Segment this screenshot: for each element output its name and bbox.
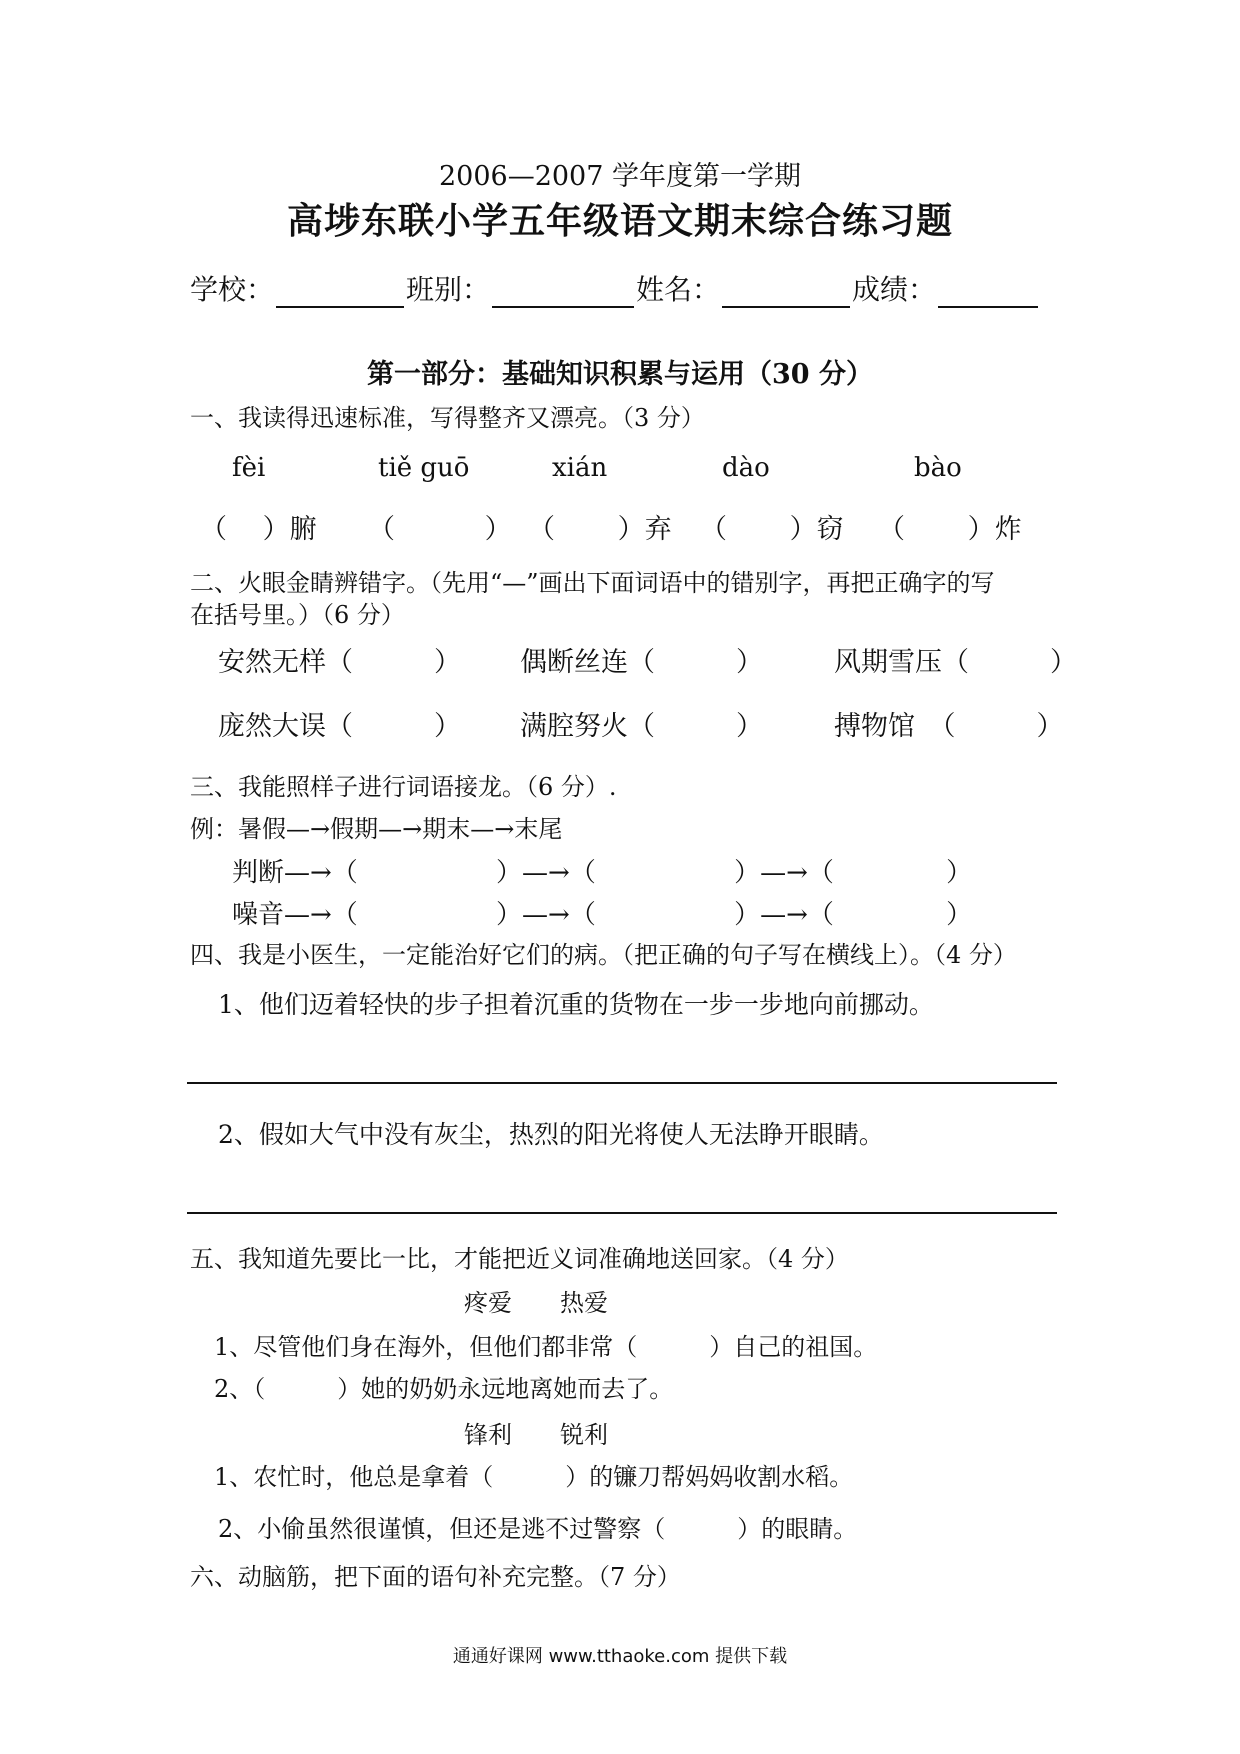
name-blank[interactable]: [722, 276, 850, 308]
pinyin-5: bào: [914, 453, 962, 483]
q2-title-line2: 在括号里。）（6 分）: [190, 601, 405, 629]
q4-answer-line-1[interactable]: [187, 1082, 1057, 1084]
q2-item-3[interactable]: 风期雪压（ ）: [834, 647, 1077, 678]
q6-title: 六、动脑筋，把下面的语句补充完整。（7 分）: [190, 1563, 681, 1591]
q5-group1-words: 疼爱 热爱: [464, 1289, 608, 1317]
class-label: 班别：: [406, 273, 491, 306]
pinyin-3: xián: [552, 453, 608, 483]
pinyin-1: fèi: [232, 453, 266, 483]
school-blank[interactable]: [276, 276, 404, 308]
pinyin-2: tiě guō: [378, 453, 470, 483]
q1-bracket-2[interactable]: （ ）: [368, 514, 512, 545]
q4-title: 四、我是小医生，一定能治好它们的病。（把正确的句子写在横线上）。（4 分）: [190, 941, 1017, 969]
q2-item-6[interactable]: 搏物馆 （ ）: [834, 711, 1064, 742]
q4-sentence-1: 1、他们迈着轻快的步子担着沉重的货物在一步一步地向前挪动。: [218, 990, 934, 1019]
q3-title: 三、我能照样子进行词语接龙。（6 分）.: [190, 773, 617, 801]
score-blank[interactable]: [938, 276, 1038, 308]
school-label: 学校：: [190, 273, 275, 306]
score-label: 成绩：: [852, 273, 937, 306]
q5-group2-words: 锋利 锐利: [464, 1421, 608, 1449]
part1-heading: 第一部分：基础知识积累与运用（30 分）: [367, 359, 873, 390]
q2-item-2[interactable]: 偶断丝连（ ）: [520, 647, 763, 678]
q2-item-5[interactable]: 满腔努火（ ）: [520, 711, 763, 742]
info-row: [190, 272, 1040, 308]
q1-title: 一、我读得迅速标准，写得整齐又漂亮。（3 分）: [190, 404, 705, 432]
q4-sentence-2: 2、假如大气中没有灰尘，热烈的阳光将使人无法睁开眼睛。: [218, 1120, 884, 1149]
q2-item-1[interactable]: 安然无样（ ）: [218, 647, 461, 678]
exam-title: 高埗东联小学五年级语文期末综合练习题: [286, 200, 953, 242]
pinyin-4: dào: [722, 453, 770, 483]
q5-group1-item-1[interactable]: 1、尽管他们身在海外，但他们都非常（ ）自己的祖国。: [214, 1333, 878, 1361]
q1-bracket-3[interactable]: （ ）弃: [528, 514, 672, 545]
q3-chain-row-1[interactable]: 判断—→（ ）—→（ ）—→（ ）: [232, 858, 973, 888]
q1-bracket-4[interactable]: （ ）窃: [700, 514, 844, 545]
class-blank[interactable]: [492, 276, 634, 308]
q3-example: 例：暑假—→假期—→期末—→末尾: [190, 815, 563, 843]
name-label: 姓名：: [636, 273, 721, 306]
q5-group1-item-2[interactable]: 2、（ ）她的奶奶永远地离她而去了。: [214, 1375, 674, 1403]
q2-item-4[interactable]: 庞然大误（ ）: [218, 711, 461, 742]
q1-bracket-5[interactable]: （ ）炸: [878, 514, 1022, 545]
q1-bracket-1[interactable]: （ ）腑: [200, 514, 317, 545]
year-line: 2006—2007 学年度第一学期: [438, 161, 801, 192]
q2-title-line1: 二、火眼金睛辨错字。（先用“—”画出下面词语中的错别字，再把正确字的写: [190, 569, 995, 597]
footer-source: 通通好课网 www.tthaoke.com 提供下载: [452, 1646, 788, 1667]
q5-group2-item-1[interactable]: 1、农忙时，他总是拿着（ ）的镰刀帮妈妈收割水稻。: [214, 1463, 854, 1491]
q3-chain-row-2[interactable]: 噪音—→（ ）—→（ ）—→（ ）: [232, 900, 973, 930]
q4-answer-line-2[interactable]: [187, 1212, 1057, 1214]
q5-title: 五、我知道先要比一比，才能把近义词准确地送回家。（4 分）: [190, 1245, 849, 1273]
q5-group2-item-2[interactable]: 2、小偷虽然很谨慎，但还是逃不过警察（ ）的眼睛。: [218, 1515, 858, 1543]
